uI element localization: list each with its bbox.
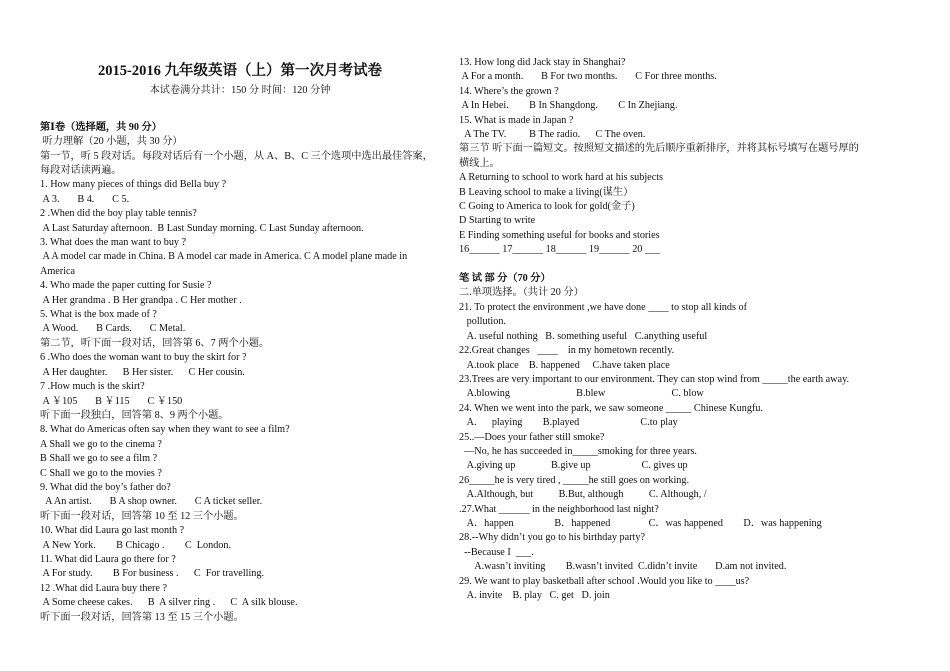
- text-line: 听下面一段对话，回答第 13 至 15 三个小题。: [40, 611, 244, 623]
- text-line: pollution.: [459, 316, 506, 328]
- text-line: D Starting to write: [459, 215, 536, 227]
- text-line: 听力理解（20 小题，共 30 分）: [40, 136, 183, 148]
- text-line: 第二节，听下面一段对话，回答第 6、7 两个小题。: [40, 337, 270, 349]
- text-line: 7 .How much is the skirt?: [40, 381, 145, 393]
- text-line: A.took place B. happened C.have taken place: [459, 359, 670, 371]
- text-line: 第三节 听下面一篇短文。按照短文描述的先后顺序重新排序，并将其标号填写在题号厚的横线上。: [459, 143, 859, 169]
- text-line: A ￥105 B ￥115 C ￥150: [40, 395, 183, 407]
- text-line: C Shall we go to the movies ?: [40, 467, 162, 479]
- text-line: 16______ 17______ 18______ 19______ 20 ___: [459, 244, 661, 256]
- text-line: 15. What is made in Japan ?: [459, 114, 574, 126]
- text-line: 24. When we went into the park, we saw someone _____ Chinese Kungfu.: [459, 402, 763, 414]
- text-line: —No, he has succeeded in_____smoking for three years.: [459, 445, 697, 457]
- text-line: 11. What did Laura go there for ?: [40, 553, 176, 565]
- text-line: 10. What did Laura go last month ?: [40, 525, 185, 537]
- text-line: A. useful nothing B. something useful C.anything useful: [459, 330, 708, 342]
- text-line: 听下面一段独白，回答第 8、9 两个小题。: [40, 409, 229, 421]
- text-line: A 3. B 4. C 5.: [40, 193, 130, 205]
- text-line: 2 .When did the boy play table tennis?: [40, 208, 197, 220]
- text-line: A Returning to school to work hard at his subjects: [459, 172, 664, 184]
- text-line: A For study. B For business . C For travelling.: [40, 568, 265, 580]
- text-line: C Going to America to look for gold(金子): [459, 201, 635, 213]
- text-line: 22.Great changes ____ in my hometown recently.: [459, 345, 675, 357]
- text-line: A An artist. B A shop owner. C A ticket seller.: [40, 496, 263, 508]
- text-line: 26_____he is very tired , _____he still goes on working.: [459, 474, 690, 486]
- text-line: B Leaving school to make a living(谋生）: [459, 186, 634, 198]
- text-line: A.Although, but B.But, although C. Although, /: [459, 489, 707, 501]
- text-line: A.giving up B.give up C. gives up: [459, 460, 688, 472]
- text-line: 25..—Does your father still smoke?: [459, 431, 605, 443]
- text-line: 6 .Who does the woman want to buy the skirt for ?: [40, 352, 247, 364]
- text-line: 5. What is the box made of ?: [40, 309, 157, 321]
- text-line: 21. To protect the environment ,we have done ____ to stop all kinds of: [459, 301, 747, 313]
- text-line: 14. Where’s the grown ?: [459, 85, 559, 97]
- right-column: [459, 0, 864, 603]
- text-line: A Some cheese cakes. B A silver ring . C A silk blouse.: [40, 597, 298, 609]
- text-line: A The TV. B The radio. C The oven.: [459, 129, 646, 141]
- text-line: 12 .What did Laura buy there ?: [40, 582, 168, 594]
- text-line: 28.--Why didn’t you go to his birthday party?: [459, 532, 645, 544]
- text-line: 8. What do Americas often say when they want to see a film?: [40, 424, 290, 436]
- text-line: 13. How long did Jack stay in Shanghai?: [459, 57, 626, 68]
- text-line: A New York. B Chicago . C London.: [40, 539, 232, 551]
- text-line: 1. How many pieces of things did Bella buy ?: [40, 179, 227, 191]
- text-line: 二.单项选择。（共计 20 分）: [459, 287, 584, 299]
- text-line: A Last Saturday afternoon. B Last Sunday morning. C Last Sunday afternoon.: [40, 222, 364, 234]
- text-line: A A model car made in China. B A model car made in America. C A model plane made in America: [40, 251, 410, 277]
- text-line: --Because I ___.: [459, 546, 534, 558]
- text-line: A. playing B.played C.to play: [459, 417, 678, 429]
- text-line: 4. Who made the paper cutting for Susie ?: [40, 280, 212, 292]
- text-line: A Wood. B Cards. C Metal.: [40, 323, 186, 335]
- text-line: 第一节，听 5 段对话。每段对话后有一个小题，从 A、B、C 三个选项中选出最佳答案，每段对话读两遍。: [40, 150, 433, 177]
- text-line: 3. What does the man want to buy ?: [40, 237, 187, 249]
- text-line: A In Hebei. B In Shangdong. C In Zhejiang.: [459, 100, 678, 112]
- text-line: A．happen B．happened C．was happened D．was happening: [459, 517, 822, 529]
- page-title: 2015-2016 九年级英语（上）第一次月考试卷: [98, 63, 382, 79]
- text-line: A.wasn’t inviting B.wasn’t invited C.didn’t invite D.am not invited.: [459, 561, 787, 573]
- text-line: 29. We want to play basketball after school .Would you like to ____us?: [459, 575, 750, 587]
- text-line: E Finding something useful for books and stories: [459, 229, 660, 241]
- left-column: [40, 0, 440, 625]
- text-line: A Her grandma . B Her grandpa . C Her mother .: [40, 294, 242, 306]
- text-line: A.blowing B.blew C. blow: [459, 388, 704, 400]
- section-heading: 笔 试 部 分（70 分）: [459, 273, 551, 285]
- text-line: A For a month. B For two months. C For three months.: [459, 71, 717, 83]
- page-subtitle: 本试卷满分共计：150 分 时间：120 分钟: [149, 85, 331, 96]
- text-line: A. invite B. play C. get D. join: [459, 590, 610, 602]
- text-line: .27.What ______ in the neighborhood last night?: [459, 503, 659, 515]
- section-heading: 第Ⅰ卷（选择题，共 90 分）: [40, 121, 162, 133]
- text-line: 听下面一段对话，回答第 10 至 12 三个小题。: [40, 510, 244, 522]
- text-line: B Shall we go to see a film ?: [40, 453, 158, 465]
- text-line: A Her daughter. B Her sister. C Her cousin.: [40, 366, 245, 378]
- text-line: 9. What did the boy’s father do?: [40, 481, 171, 493]
- text-line: 23.Trees are very important to our environment. They can stop wind from _____the earth away.: [459, 373, 850, 385]
- text-line: A Shall we go to the cinema ?: [40, 438, 162, 450]
